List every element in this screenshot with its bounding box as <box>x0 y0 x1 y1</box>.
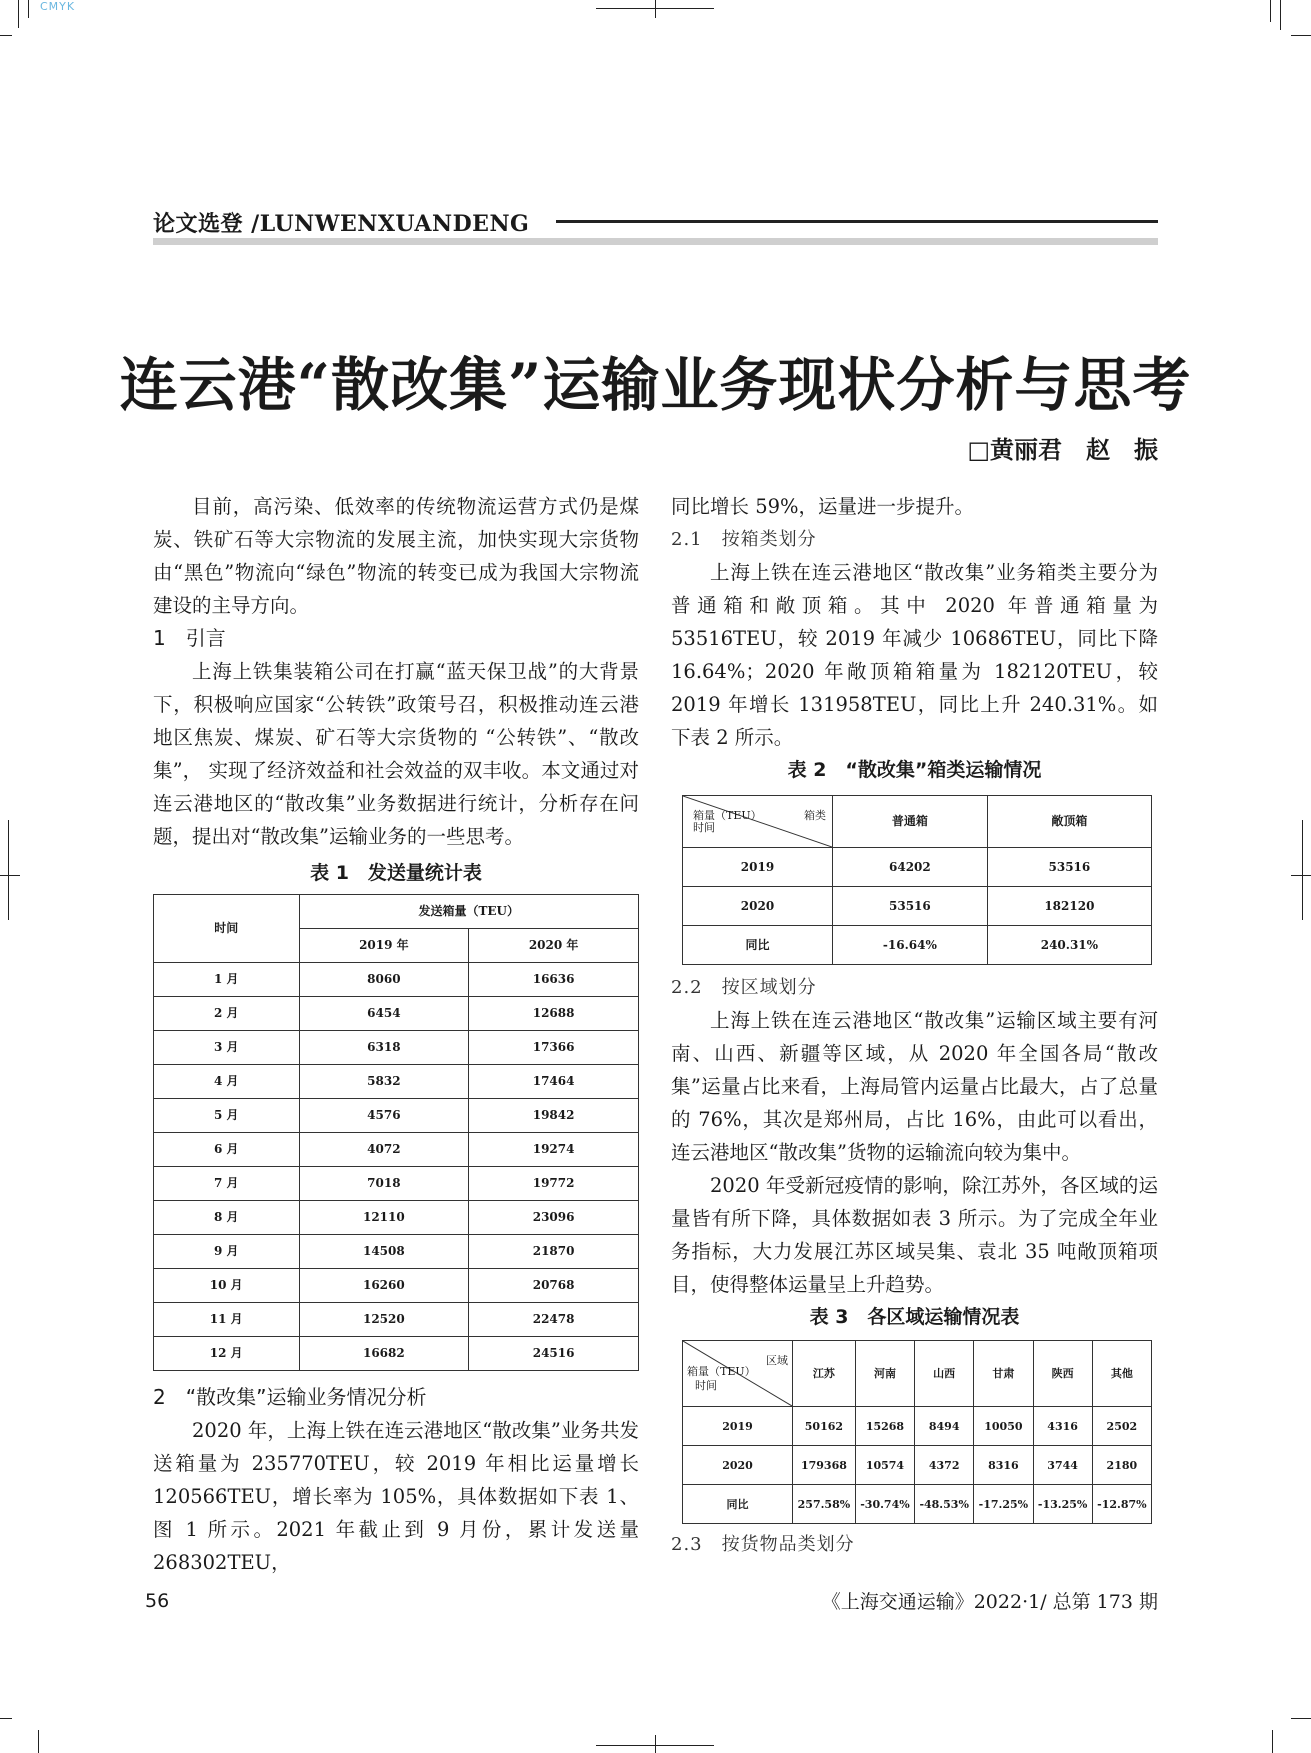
introduction-paragraph: 上海上铁集装箱公司在打赢“蓝天保卫战”的大背景下，积极响应国家“公转铁”政策号召，积极推动连云港地区焦炭、煤炭、矿石等大宗货物的 “公转铁”、“散改集”， 实现了经济效益和社会效益的双丰收。本文通过对连云港地区的“散改集”业务数据进行统计，分析存在问题，提出对“散改集”运输业务的一些思考。 <box>153 660 639 848</box>
journal-info: 《上海交通运输》2022·1/ 总第 173 期 <box>821 1591 1158 1613</box>
header-rule <box>556 220 1158 223</box>
cmyk-marks: CMYK <box>40 0 76 13</box>
value-2020-cell: 22478 <box>469 1303 639 1337</box>
crop-mark <box>18 0 19 28</box>
value-2019-cell: 14508 <box>299 1235 469 1269</box>
table2-col-standard: 普通箱 <box>833 796 988 848</box>
article-authors: □黄丽君 赵 振 <box>967 435 1158 464</box>
month-cell: 8 月 <box>154 1201 300 1235</box>
region-value-cell: 2502 <box>1092 1407 1151 1446</box>
value-2019-cell: 16260 <box>299 1269 469 1303</box>
table-row <box>154 1201 639 1235</box>
value-2020-cell: 21870 <box>469 1235 639 1269</box>
table-row <box>154 1031 639 1065</box>
table2-corner-mid: 箱量（TEU） <box>693 809 762 822</box>
table1-shipment-volume <box>153 894 639 1371</box>
table-row <box>154 1235 639 1269</box>
registration-mark <box>1291 875 1311 876</box>
row-label-cell: 同比 <box>683 1485 793 1524</box>
registration-mark <box>0 875 20 876</box>
row-label-cell: 2020 <box>683 887 833 926</box>
region-header-cell: 河南 <box>855 1341 914 1407</box>
registration-mark <box>1302 820 1303 920</box>
value-2020-cell: 19842 <box>469 1099 639 1133</box>
continuation-paragraph: 同比增长 59%，运量进一步提升。 <box>671 495 975 518</box>
month-cell: 1 月 <box>154 963 300 997</box>
table2-corner-cell <box>683 796 833 848</box>
value-2019-cell: 6318 <box>299 1031 469 1065</box>
month-cell: 5 月 <box>154 1099 300 1133</box>
value-2020-cell: 19772 <box>469 1167 639 1201</box>
section-header <box>153 207 1158 247</box>
region-value-cell: 4372 <box>915 1446 974 1485</box>
region-value-cell: 8316 <box>974 1446 1033 1485</box>
month-cell: 9 月 <box>154 1235 300 1269</box>
month-cell: 10 月 <box>154 1269 300 1303</box>
page-number: 56 <box>145 1590 170 1612</box>
left-column <box>153 490 639 1579</box>
month-cell: 4 月 <box>154 1065 300 1099</box>
table-row <box>683 926 1152 965</box>
table-row <box>154 1337 639 1371</box>
crop-mark <box>1272 1730 1273 1753</box>
table-row <box>154 997 639 1031</box>
table1-group-header: 发送箱量（TEU） <box>299 895 639 929</box>
region-value-cell: 257.58% <box>793 1485 856 1524</box>
region-value-cell: -12.87% <box>1092 1485 1151 1524</box>
region-value-cell: 10050 <box>974 1407 1033 1446</box>
row-label-cell: 同比 <box>683 926 833 965</box>
table1-time-header: 时间 <box>154 895 300 963</box>
month-cell: 2 月 <box>154 997 300 1031</box>
region-value-cell: 2180 <box>1092 1446 1151 1485</box>
value-2020-cell: 20768 <box>469 1269 639 1303</box>
table3-corner-mid: 箱量（TEU） <box>687 1365 756 1378</box>
article-title: 连云港“散改集”运输业务现状分析与思考 <box>119 351 1192 419</box>
region-value-cell: 3744 <box>1033 1446 1092 1485</box>
table1-col-2020: 2020 年 <box>469 929 639 963</box>
table1-caption: 表 1 发送量统计表 <box>310 862 482 884</box>
table-row <box>683 1446 1152 1485</box>
crop-mark <box>28 0 29 18</box>
crop-mark <box>0 35 12 36</box>
value-2019-cell: 12110 <box>299 1201 469 1235</box>
row-label-cell: 2019 <box>683 1407 793 1446</box>
heading-by-goods-type: 2.3 按货物品类划分 <box>671 1534 855 1555</box>
value-2019-cell: 5832 <box>299 1065 469 1099</box>
table-row <box>154 963 639 997</box>
table-row <box>154 1133 639 1167</box>
table2-corner-bottom: 时间 <box>693 821 715 834</box>
value-2019-cell: 16682 <box>299 1337 469 1371</box>
region-value-cell: 10574 <box>855 1446 914 1485</box>
region-header-cell: 陕西 <box>1033 1341 1092 1407</box>
region-header-cell: 江苏 <box>793 1341 856 1407</box>
region-paragraph-1: 上海上铁在连云港地区“散改集”运输区域主要有河南、山西、新疆等区域，从 2020 年全国各局“散改集”运量占比来看，上海局管内运量占比最大，占了总量的 76%，其次是郑州局，占比 16%，由此可以看出，连云港地区“散改集”货物的运输流向较为集中。 <box>671 1009 1158 1164</box>
region-header-cell: 山西 <box>915 1341 974 1407</box>
crop-mark <box>1291 1718 1311 1719</box>
right-column <box>671 490 1158 1561</box>
table-row <box>154 1269 639 1303</box>
crop-mark <box>1280 0 1281 30</box>
table1-col-2019: 2019 年 <box>299 929 469 963</box>
region-value-cell: -30.74% <box>855 1485 914 1524</box>
table3-corner-cell <box>683 1341 793 1407</box>
value-2020-cell: 16636 <box>469 963 639 997</box>
value-2019-cell: 12520 <box>299 1303 469 1337</box>
region-value-cell: -17.25% <box>974 1485 1033 1524</box>
table-row <box>154 1099 639 1133</box>
month-cell: 6 月 <box>154 1133 300 1167</box>
value-2019-cell: 7018 <box>299 1167 469 1201</box>
month-cell: 3 月 <box>154 1031 300 1065</box>
table-row <box>154 1303 639 1337</box>
crop-mark <box>1270 0 1271 22</box>
table3-corner-top: 区域 <box>766 1354 788 1367</box>
table-row <box>154 1065 639 1099</box>
opentop-box-cell: 182120 <box>987 887 1151 926</box>
region-value-cell: 179368 <box>793 1446 856 1485</box>
table2-container-types <box>682 795 1152 965</box>
value-2019-cell: 6454 <box>299 997 469 1031</box>
month-cell: 11 月 <box>154 1303 300 1337</box>
header-bar <box>153 238 1158 245</box>
registration-mark <box>8 820 9 920</box>
table-row <box>683 1485 1152 1524</box>
registration-mark <box>655 1735 656 1753</box>
value-2020-cell: 24516 <box>469 1337 639 1371</box>
standard-box-cell: 64202 <box>833 848 988 887</box>
section-label: 论文选登 /LUNWENXUANDENG <box>153 211 530 237</box>
heading-by-region: 2.2 按区域划分 <box>671 977 817 998</box>
crop-mark <box>38 1730 39 1753</box>
row-label-cell: 2020 <box>683 1446 793 1485</box>
month-cell: 7 月 <box>154 1167 300 1201</box>
region-value-cell: 15268 <box>855 1407 914 1446</box>
heading-introduction: 1 引言 <box>153 626 226 650</box>
value-2019-cell: 4576 <box>299 1099 469 1133</box>
row-label-cell: 2019 <box>683 848 833 887</box>
crop-mark <box>1291 35 1311 36</box>
table-row <box>154 1167 639 1201</box>
month-cell: 12 月 <box>154 1337 300 1371</box>
table3-caption: 表 3 各区域运输情况表 <box>809 1306 1020 1328</box>
value-2020-cell: 17366 <box>469 1031 639 1065</box>
standard-box-cell: -16.64% <box>833 926 988 965</box>
region-paragraph-2: 2020 年受新冠疫情的影响，除江苏外，各区域的运量皆有所下降，具体数据如表 3 所示。为了完成全年业务指标，大力发展江苏区域吴集、袁北 35 吨敞顶箱项目，使得整体运量呈上升趋势。 <box>671 1174 1158 1296</box>
container-type-paragraph: 上海上铁在连云港地区“散改集”业务箱类主要分为普通箱和敞顶箱。其中 2020 年普通箱量为 53516TEU，较 2019 年减少 10686TEU，同比下降 16.64%；2020 年敞顶箱箱量为 182120TEU，较 2019 年增长 131958TEU，同比上升 240.31%。如下表 2 所示。 <box>671 561 1158 749</box>
value-2020-cell: 23096 <box>469 1201 639 1235</box>
table2-corner-top: 箱类 <box>804 809 826 822</box>
table3-regions <box>682 1340 1152 1524</box>
table2-col-opentop: 敞顶箱 <box>987 796 1151 848</box>
region-header-cell: 甘肃 <box>974 1341 1033 1407</box>
value-2019-cell: 8060 <box>299 963 469 997</box>
value-2020-cell: 17464 <box>469 1065 639 1099</box>
table-row <box>683 1407 1152 1446</box>
intro-paragraph: 目前，高污染、低效率的传统物流运营方式仍是煤炭、铁矿石等大宗物流的发展主流，加快实现大宗货物由“黑色”物流向“绿色”物流的转变已成为我国大宗物流建设的主导方向。 <box>153 495 639 617</box>
region-value-cell: -13.25% <box>1033 1485 1092 1524</box>
heading-by-container-type: 2.1 按箱类划分 <box>671 529 817 550</box>
registration-mark <box>655 0 656 18</box>
region-value-cell: 4316 <box>1033 1407 1092 1446</box>
value-2020-cell: 19274 <box>469 1133 639 1167</box>
region-header-cell: 其他 <box>1092 1341 1151 1407</box>
standard-box-cell: 53516 <box>833 887 988 926</box>
opentop-box-cell: 53516 <box>987 848 1151 887</box>
region-value-cell: 50162 <box>793 1407 856 1446</box>
table-row <box>683 848 1152 887</box>
region-value-cell: 8494 <box>915 1407 974 1446</box>
table2-caption: 表 2 “散改集”箱类运输情况 <box>787 759 1042 781</box>
heading-analysis: 2 “散改集”运输业务情况分析 <box>153 1385 427 1409</box>
value-2020-cell: 12688 <box>469 997 639 1031</box>
analysis-paragraph: 2020 年，上海上铁在连云港地区“散改集”业务共发送箱量为 235770TEU，较 2019 年相比运量增长 120566TEU，增长率为 105%，具体数据如下表 1、图 1 所示。2021 年截止到 9 月份，累计发送量 268302TEU， <box>153 1419 639 1574</box>
opentop-box-cell: 240.31% <box>987 926 1151 965</box>
crop-mark <box>0 1718 12 1719</box>
table-row <box>683 887 1152 926</box>
value-2019-cell: 4072 <box>299 1133 469 1167</box>
region-value-cell: -48.53% <box>915 1485 974 1524</box>
table3-corner-bottom: 时间 <box>695 1379 717 1392</box>
